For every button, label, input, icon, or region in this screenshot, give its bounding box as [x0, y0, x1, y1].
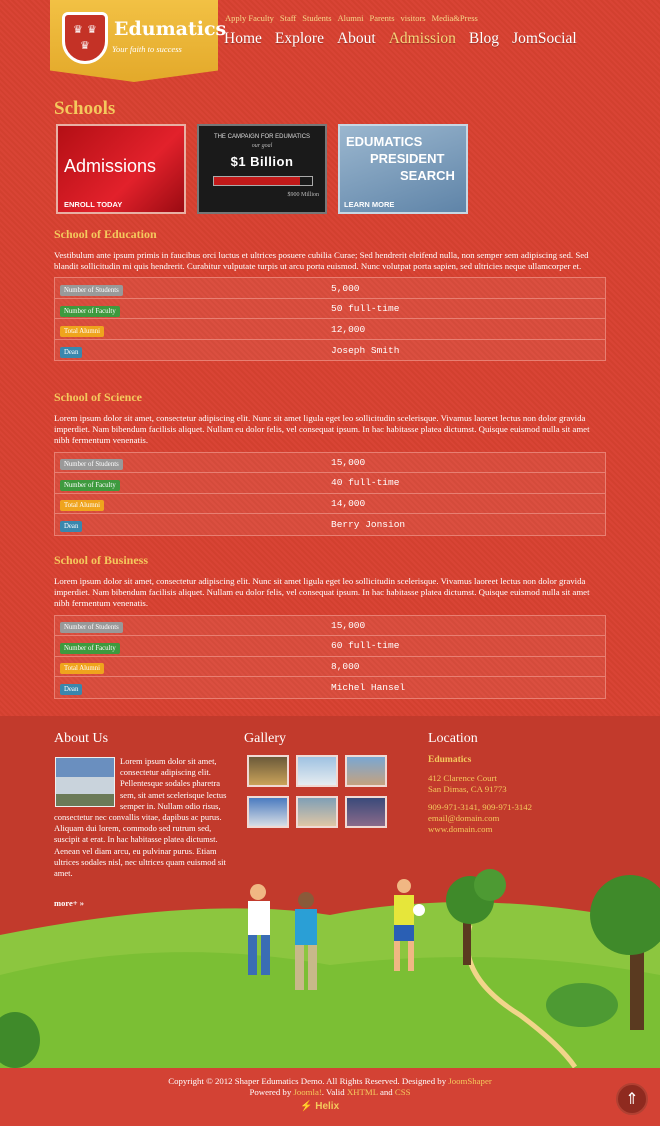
dean-value: Joseph Smith	[331, 344, 400, 356]
gallery-thumb-3[interactable]	[345, 755, 387, 787]
students-value: 15,000	[331, 456, 366, 468]
top-link-visitors[interactable]: visitors	[400, 13, 426, 23]
faculty-value: 40 full-time	[331, 477, 400, 489]
xhtml-link[interactable]: XHTML	[346, 1087, 378, 1097]
and-label: and	[379, 1087, 393, 1097]
table-row	[55, 636, 605, 657]
faculty-value: 50 full-time	[331, 303, 400, 315]
top-links	[225, 13, 478, 23]
helix-label: Helix	[315, 1101, 340, 1112]
designer-link[interactable]: JoomShaper	[448, 1076, 492, 1086]
school-description: Lorem ipsum dolor sit amet, consectetur adipiscing elit. Nunc sit amet ligula eget leo sollicitudin scelerisque. Vivamus laoreet lectus non dolor gravida imperdiet. Nam bibendum facilisis aliquet. Nullam eu dolor felis, vel consequat ipsum. In hac habitasse platea dictumst. Quisque euismod nulla sit amet nibh fermentum venenatis.	[54, 576, 590, 609]
about-us-heading: About Us	[54, 731, 109, 746]
students-value: 5,000	[331, 282, 360, 294]
president-banner-line2: PRESIDENT	[370, 151, 445, 166]
alumni-badge: Total Alumni	[60, 663, 104, 674]
logo-name[interactable]: Edumatics	[114, 18, 227, 40]
top-link-media-press[interactable]: Media&Press	[431, 13, 478, 23]
gallery-thumb-5[interactable]	[296, 796, 338, 828]
valid-label: Valid	[326, 1087, 345, 1097]
dean-value: Berry Jonsion	[331, 518, 406, 530]
location-heading: Location	[428, 731, 478, 746]
alumni-value: 8,000	[331, 660, 360, 672]
school-stats-table	[54, 277, 606, 361]
students-badge: Number of Students	[60, 459, 123, 470]
double-chevron-up-icon: ⇑	[625, 1091, 639, 1108]
powered-by-label: Powered by	[249, 1087, 292, 1097]
website-link[interactable]: www.domain.com	[428, 824, 493, 834]
campaign-banner-raised: $900 Million	[287, 192, 319, 198]
school-description: Lorem ipsum dolor sit amet, consectetur adipiscing elit. Nunc sit amet ligula eget leo sollicitudin scelerisque. Vivamus laoreet lectus non dolor gravida imperdiet. Nam bibendum facilisis aliquet. Nullam eu dolor felis, vel consequat ipsum. In hac habitasse platea dictumst. Quisque euismod nulla sit amet nibh fermentum venenatis.	[54, 413, 590, 446]
table-row	[55, 494, 605, 515]
dean-value: Michel Hansel	[331, 681, 406, 693]
table-row	[55, 677, 605, 698]
table-row	[55, 319, 605, 340]
faculty-badge: Number of Faculty	[60, 306, 120, 317]
school-section-education	[54, 227, 606, 361]
campaign-banner-line1: THE CAMPAIGN FOR EDUMATICS	[213, 134, 311, 140]
campaign-banner-amount: $1 Billion	[230, 154, 294, 169]
school-section-science	[54, 390, 606, 536]
gallery-thumb-6[interactable]	[345, 796, 387, 828]
gallery-thumb-4[interactable]	[247, 796, 289, 828]
alumni-value: 12,000	[331, 323, 366, 335]
nav-blog[interactable]: Blog	[468, 30, 500, 47]
logo-shield-icon[interactable]: ♛ ♛ ♛	[62, 12, 108, 64]
table-row	[55, 473, 605, 494]
gallery-heading: Gallery	[244, 731, 286, 746]
copyright-text: Copyright © 2012 Shaper Edumatics Demo. All Rights Reserved. Designed by JoomShaper Powered by Joomla!. Valid XHTML and CSS	[168, 1076, 492, 1097]
faculty-badge: Number of Faculty	[60, 643, 120, 654]
students-badge: Number of Students	[60, 622, 123, 633]
page-title: Schools	[54, 98, 116, 119]
president-banner-cta: LEARN MORE	[344, 200, 395, 209]
dean-badge: Dean	[60, 347, 82, 358]
footer-landscape-illustration	[0, 855, 660, 1070]
dean-badge: Dean	[60, 521, 82, 532]
admissions-banner-cta: ENROLL TODAY	[64, 200, 123, 209]
admissions-banner-title: Admissions	[64, 156, 157, 176]
top-link-parents[interactable]: Parents	[369, 13, 395, 23]
alumni-badge: Total Alumni	[60, 326, 104, 337]
nav-jomsocial[interactable]: JomSocial	[512, 30, 577, 47]
faculty-badge: Number of Faculty	[60, 480, 120, 491]
table-row	[55, 299, 605, 320]
helix-icon: ⚡	[300, 1101, 313, 1112]
school-description: Vestibulum ante ipsum primis in faucibus orci luctus et ultrices posuere cubilia Curae; Sed hendrerit eleifend nulla, non semper sem adipiscing sed. Sed blandit sollicitudin mi quis hendrerit. Curabitur vulputate turpis ut arcu porta euismod. Nunc volutpat porta sapien, sed ultricies neque ullamcorper et.	[54, 250, 589, 272]
email-link[interactable]: email@domain.com	[428, 813, 500, 823]
campaign-banner-line2: our goal	[251, 143, 273, 149]
school-title: School of Science	[54, 390, 142, 404]
scroll-to-top-button[interactable]	[616, 1083, 648, 1115]
table-row	[55, 340, 605, 361]
campaign-banner[interactable]	[197, 124, 327, 214]
address-line-2: San Dimas, CA 91773	[428, 784, 507, 794]
logo-tagline: Your faith to success	[112, 44, 182, 54]
joomla-link[interactable]: Joomla!	[293, 1087, 322, 1097]
top-link-alumni[interactable]: Alumni	[337, 13, 364, 23]
phone-numbers: 909-971-3141, 909-971-3142	[428, 802, 533, 812]
table-row	[55, 278, 605, 299]
school-stats-table	[54, 615, 606, 699]
school-stats-table	[54, 452, 606, 536]
nav-about[interactable]: About	[336, 30, 376, 47]
double-chevron-right-icon: »	[79, 898, 84, 908]
helix-logo[interactable]	[300, 1101, 339, 1112]
top-link-apply-faculty[interactable]: Apply Faculty	[225, 13, 274, 23]
alumni-value: 14,000	[331, 497, 366, 509]
copyright-line1: Copyright © 2012 Shaper Edumatics Demo. All Rights Reserved. Designed by	[168, 1076, 447, 1086]
students-badge: Number of Students	[60, 285, 123, 296]
about-us-paragraph: Lorem ipsum dolor sit amet, consectetur adipiscing elit. Pellentesque sodales pharetra sem, sit amet scelerisque lectus semper in. Nullam odio risus, consectetur nec convallis vitae, dapibus ac purus. Aliquam dui lorem, commodo sed rutrum sed, suscipit at erat. In hac habitasse platea dictumst. Aenean vel diam arcu, eu pulvinar purus. Etiam ultrices sodales nisl, nec ultrices quam euismod sit amet.	[54, 756, 227, 879]
css-link[interactable]: CSS	[394, 1087, 411, 1097]
gallery-thumb-2[interactable]	[296, 755, 338, 787]
table-row	[55, 657, 605, 678]
gallery-thumb-1[interactable]	[247, 755, 289, 787]
admissions-banner[interactable]	[56, 124, 186, 214]
president-banner-line3: SEARCH	[400, 168, 455, 183]
location-name: Edumatics	[428, 755, 472, 765]
students-value: 15,000	[331, 619, 366, 631]
top-link-students[interactable]: Students	[302, 13, 332, 23]
about-us-text	[54, 756, 236, 879]
president-search-banner[interactable]	[338, 124, 468, 214]
nav-admission[interactable]: Admission	[388, 30, 456, 47]
nav-home[interactable]: Home	[224, 30, 262, 47]
table-row	[55, 453, 605, 474]
school-title: School of Education	[54, 227, 157, 241]
school-section-business	[54, 553, 606, 699]
main-nav	[224, 30, 577, 48]
more-link[interactable]	[54, 898, 84, 908]
table-row	[55, 514, 605, 535]
table-row	[55, 616, 605, 637]
faculty-value: 60 full-time	[331, 640, 400, 652]
dean-badge: Dean	[60, 684, 82, 695]
president-banner-line1: EDUMATICS	[346, 134, 423, 149]
alumni-badge: Total Alumni	[60, 500, 104, 511]
address-line-1: 412 Clarence Court	[428, 773, 497, 783]
school-title: School of Business	[54, 553, 149, 567]
campaign-progress-fill	[214, 177, 300, 185]
campaign-progress-bar	[213, 176, 313, 186]
top-link-staff[interactable]: Staff	[279, 13, 297, 23]
more-link-label: more+	[54, 898, 78, 908]
nav-explore[interactable]: Explore	[274, 30, 324, 47]
